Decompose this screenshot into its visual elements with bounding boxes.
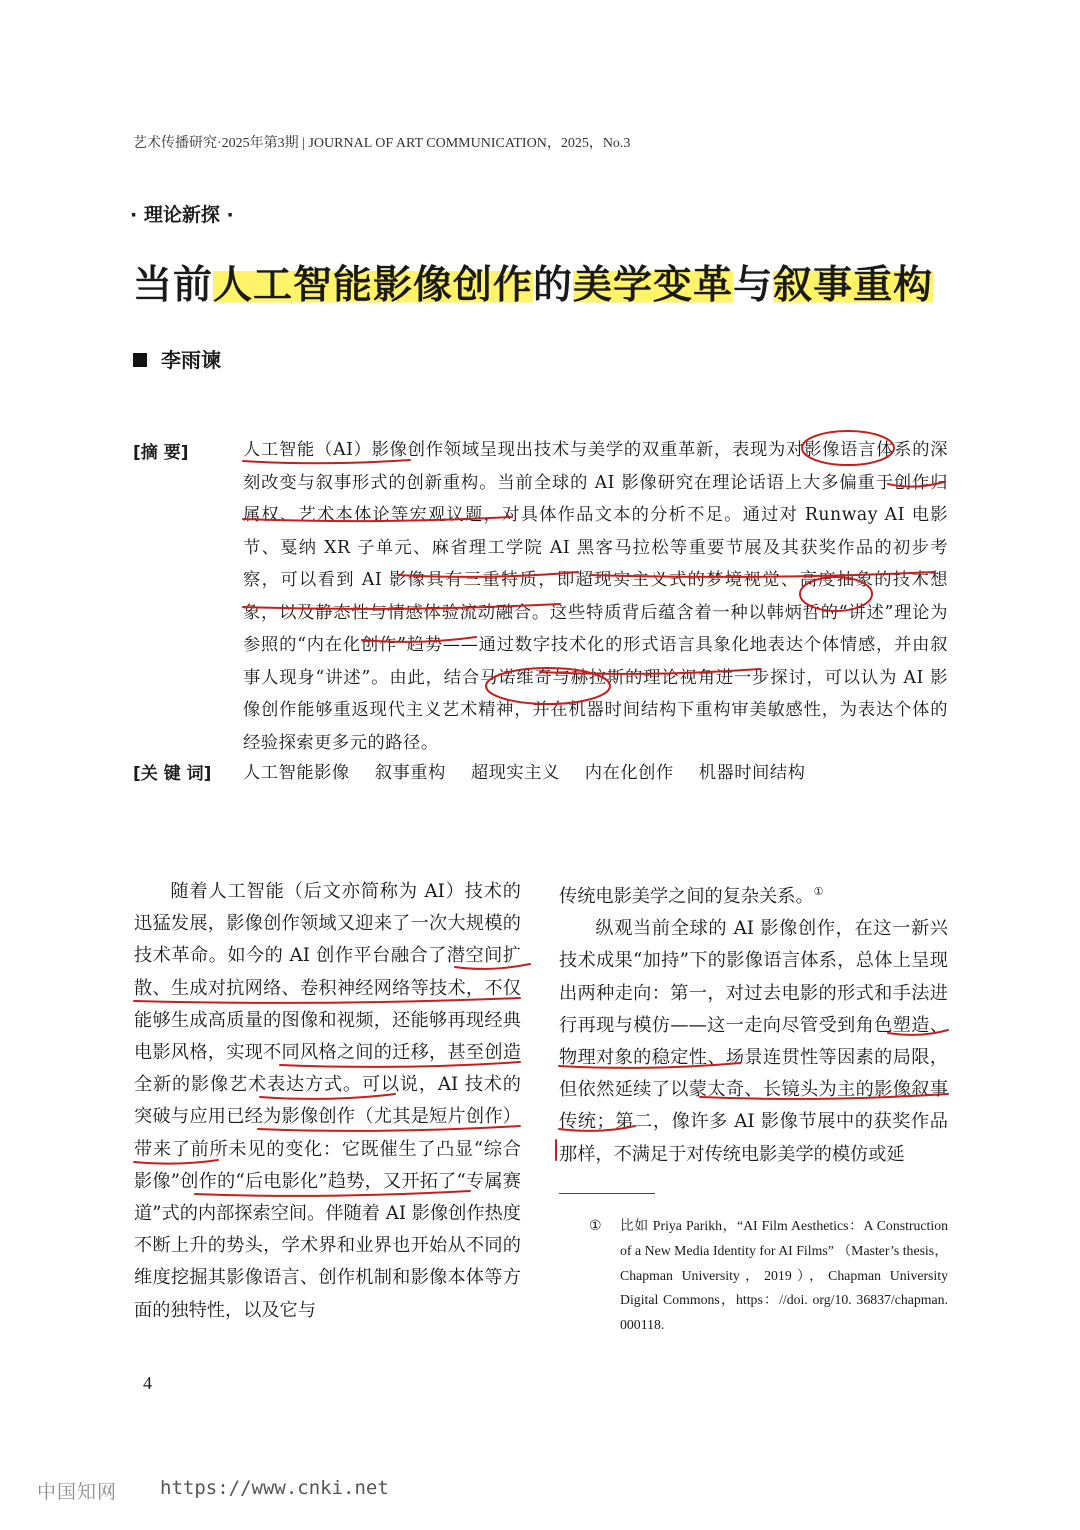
cnki-url[interactable]: https://www.cnki.net xyxy=(160,1477,389,1499)
cnki-logo: 中国知网 xyxy=(37,1481,118,1503)
body-column-right xyxy=(559,876,948,1171)
keyword: 人工智能影像 xyxy=(243,763,350,783)
author-name: 李雨谏 xyxy=(161,348,221,372)
footnote-ref[interactable]: ① xyxy=(813,885,824,898)
title-part: 与 xyxy=(733,263,774,308)
keyword: 内在化创作 xyxy=(584,763,674,783)
footnote-divider xyxy=(559,1193,655,1194)
journal-header: 艺术传播研究·2025年第3期 | JOURNAL OF ART COMMUNICATION，2025，No.3 xyxy=(133,136,631,151)
keywords-list xyxy=(243,758,824,783)
title-part: 的 xyxy=(533,263,574,308)
title-highlight: 人工智能影像创作 xyxy=(213,263,534,308)
title-highlight: 美学变革 xyxy=(573,263,734,308)
abstract-text: 人工智能（AI）影像创作领域呈现出技术与美学的双重革新，表现为对影像语言体系的深刻改变与叙事形式的创新重构。当前全球的 AI 影像研究在理论话语上大多偏重于创作归属权、艺术本体论等宏观议题，对具体作品文本的分析不足。通过对 Runway AI 电影节、戛纳 XR 子单元、麻省理工学院 AI 黑客马拉松等重要节展及其获奖作品的初步考察，可以看到 AI 影像具有三重特质，即超现实主义式的梦境视觉、高度抽象的技术想象，以及静态性与情感体验流动融合。这些特质背后蕴含着一种以韩炳哲的“讲述”理论为参照的“内在化创作”趋势——通过数字技术化的形式语言具象化地表达个体情感，并由叙事人现身“讲述”。由此，结合马诺维奇与赫拉斯的理论视角进一步探讨，可以认为 AI 影像创作能够重返现代主义艺术精神，并在机器时间结构下重构审美敏感性，为表达个体的经验探索更多元的路径。 xyxy=(243,440,948,753)
keywords-label: [关 键 词] xyxy=(133,764,212,784)
title-part: 当前 xyxy=(133,263,214,308)
section-tag: · 理论新探 · xyxy=(130,204,234,226)
keyword: 叙事重构 xyxy=(374,763,446,783)
square-bullet-icon xyxy=(133,353,147,367)
footnote xyxy=(589,1214,948,1338)
keyword: 超现实主义 xyxy=(470,763,560,783)
body-paragraph-continued xyxy=(559,876,948,913)
author-line xyxy=(133,344,221,373)
article-title xyxy=(133,254,933,310)
abstract-label: [摘 要] xyxy=(133,443,189,463)
footnote-mark: ① xyxy=(589,1218,602,1233)
body-column-left xyxy=(134,876,521,1327)
page-number: 4 xyxy=(143,1373,152,1393)
body-text: 传统电影美学之间的复杂关系。 xyxy=(559,886,814,908)
body-paragraph: 随着人工智能（后文亦简称为 AI）技术的迅猛发展，影像创作领域又迎来了一次大规模的技术革命。如今的 AI 创作平台融合了潜空间扩散、生成对抗网络、卷积神经网络等技术，不仅能够生成高质量的图像和视频，还能够再现经典电影风格，实现不同风格之间的迁移，甚至创造全新的影像艺术表达方式。可以说，AI 技术的突破与应用已经为影像创作（尤其是短片创作）带来了前所未见的变化：它既催生了凸显“综合影像”创作的“后电影化”趋势，又开拓了“专属赛道”式的内部探索空间。伴随着 AI 影像创作热度不断上升的势头，学术界和业界也开始从不同的维度挖掘其影像语言、创作机制和影像本体等方面的独特性，以及它与 xyxy=(134,881,521,1321)
keyword: 机器时间结构 xyxy=(698,763,806,783)
title-highlight: 叙事重构 xyxy=(773,263,934,308)
footnote-text: 比如 Priya Parikh，“AI Film Aesthetics：A Construction of a New Media Identity for AI Films” （Master’s thesis，Chapman University，2019），Chapman University Digital Commons，https：//doi. org/10. 36837/chapman. 000118. xyxy=(620,1218,948,1333)
body-paragraph: 纵观当前全球的 AI 影像创作，在这一新兴技术成果“加持”下的影像语言体系，总体上呈现出两种走向：第一，对过去电影的形式和手法进行再现与模仿——这一走向尽管受到角色塑造、物理对象的稳定性、场景连贯性等因素的局限，但依然延续了以蒙太奇、长镜头为主的影像叙事传统；第二，像许多 AI 影像节展中的获奖作品那样，不满足于对传统电影美学的模仿或延 xyxy=(559,918,948,1165)
